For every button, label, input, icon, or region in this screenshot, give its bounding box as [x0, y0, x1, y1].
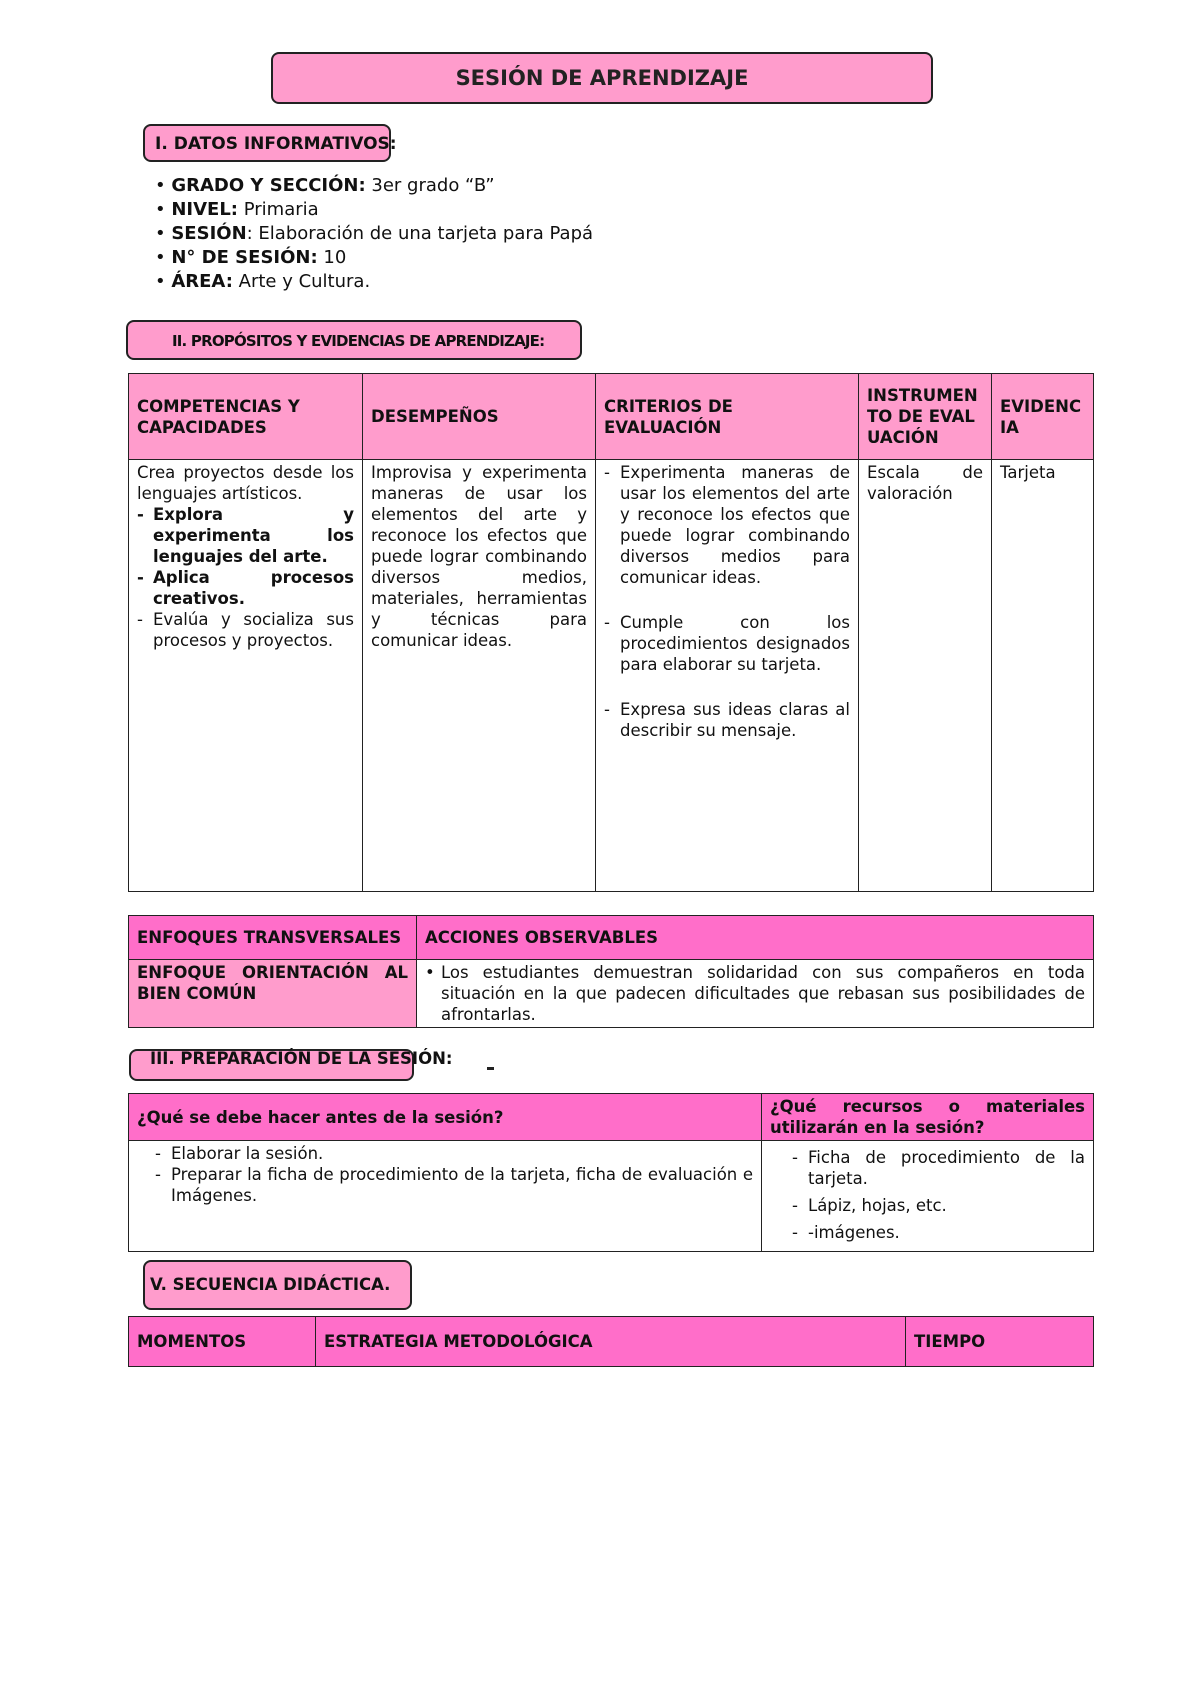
- recurso-item: - -imágenes.: [792, 1223, 900, 1242]
- info-item-sesion: • SESIÓN: Elaboración de una tarjeta para Papá: [155, 223, 594, 244]
- section-1-heading: I. DATOS INFORMATIVOS:: [155, 134, 397, 154]
- underscore-mark: [487, 1067, 494, 1070]
- recurso-item: - Lápiz, hojas, etc.: [792, 1196, 947, 1215]
- header-criterios: CRITERIOS DE EVALUACIÓN: [596, 374, 859, 460]
- capacidad-item: - Evalúa y socializa sus procesos y proyectos.: [137, 610, 354, 650]
- datos-informativos-list: [155, 174, 593, 294]
- page-title: SESIÓN DE APRENDIZAJE: [271, 52, 933, 104]
- header-estrategia: ESTRATEGIA METODOLÓGICA: [316, 1317, 906, 1367]
- criterio-item: - Expresa sus ideas claras al describir su mensaje.: [604, 700, 850, 740]
- propositos-table: [128, 373, 1094, 892]
- header-momentos: MOMENTOS: [129, 1317, 316, 1367]
- competencias-cell: [129, 460, 363, 892]
- capacidad-item: - Aplica procesos creativos.: [137, 568, 354, 608]
- recurso-item: - Ficha de procedimiento de la tarjeta.: [792, 1148, 1085, 1188]
- competencia-text: Crea proyectos desde los lenguajes artísticos.: [137, 463, 354, 503]
- header-evidencia: EVIDENCIA: [992, 374, 1094, 460]
- accion-item: • Los estudiantes demuestran solidaridad con sus compañeros en toda situación en la que padecen dificultades que rebasan sus posibilidades de afrontarlas.: [425, 963, 1085, 1024]
- antes-item: - Elaborar la sesión.: [155, 1144, 324, 1163]
- enfoques-table: [128, 915, 1094, 1028]
- info-item-area: • ÁREA: Arte y Cultura.: [155, 271, 371, 292]
- antes-item: - Preparar la ficha de procedimiento de la tarjeta, ficha de evaluación e Imágenes.: [155, 1165, 753, 1205]
- criterios-cell: [596, 460, 859, 892]
- header-tiempo: TIEMPO: [906, 1317, 1094, 1367]
- enfoque-cell: ENFOQUE ORIENTACIÓN AL BIEN COMÚN: [129, 960, 417, 1028]
- header-enfoques: ENFOQUES TRANSVERSALES: [129, 916, 417, 960]
- antes-cell: [129, 1141, 762, 1252]
- preparacion-table: [128, 1093, 1094, 1252]
- section-3-heading: III. PREPARACIÓN DE LA SESIÓN:: [150, 1049, 453, 1068]
- info-item-numero: • N° DE SESIÓN: 10: [155, 247, 347, 268]
- capacidad-item: - Explora y experimenta los lenguajes del arte.: [137, 505, 354, 566]
- info-item-grado: • GRADO Y SECCIÓN: 3er grado “B”: [155, 175, 495, 196]
- criterio-item: - Experimenta maneras de usar los elementos del arte y reconoce los efectos que puede lograr combinando diversos medios para comunicar ideas.: [604, 463, 850, 587]
- header-acciones: ACCIONES OBSERVABLES: [417, 916, 1094, 960]
- instrumento-cell: Escala de valoración: [859, 460, 992, 892]
- criterio-item: - Cumple con los procedimientos designados para elaborar su tarjeta.: [604, 613, 850, 674]
- section-5-heading: V. SECUENCIA DIDÁCTICA.: [150, 1275, 391, 1294]
- desempeno-cell: Improvisa y experimenta maneras de usar los elementos del arte y reconoce los efectos que puede lograr combinando diversos medios, materiales, herramientas y técnicas para comunicar ideas.: [363, 460, 596, 892]
- header-desempenos: DESEMPEÑOS: [363, 374, 596, 460]
- header-antes: ¿Qué se debe hacer antes de la sesión?: [129, 1094, 762, 1141]
- evidencia-cell: Tarjeta: [992, 460, 1094, 892]
- header-instrumento: INSTRUMENTO DE EVALUACIÓN: [859, 374, 992, 460]
- header-recursos: ¿Qué recursos o materiales utilizarán en la sesión?: [762, 1094, 1094, 1141]
- section-2-heading: II. PROPÓSITOS Y EVIDENCIAS DE APRENDIZAJE:: [172, 332, 545, 350]
- info-item-nivel: • NIVEL: Primaria: [155, 199, 319, 220]
- secuencia-table: [128, 1316, 1094, 1367]
- accion-cell: [417, 960, 1094, 1028]
- recursos-cell: [762, 1141, 1094, 1252]
- header-competencias: COMPETENCIAS Y CAPACIDADES: [129, 374, 363, 460]
